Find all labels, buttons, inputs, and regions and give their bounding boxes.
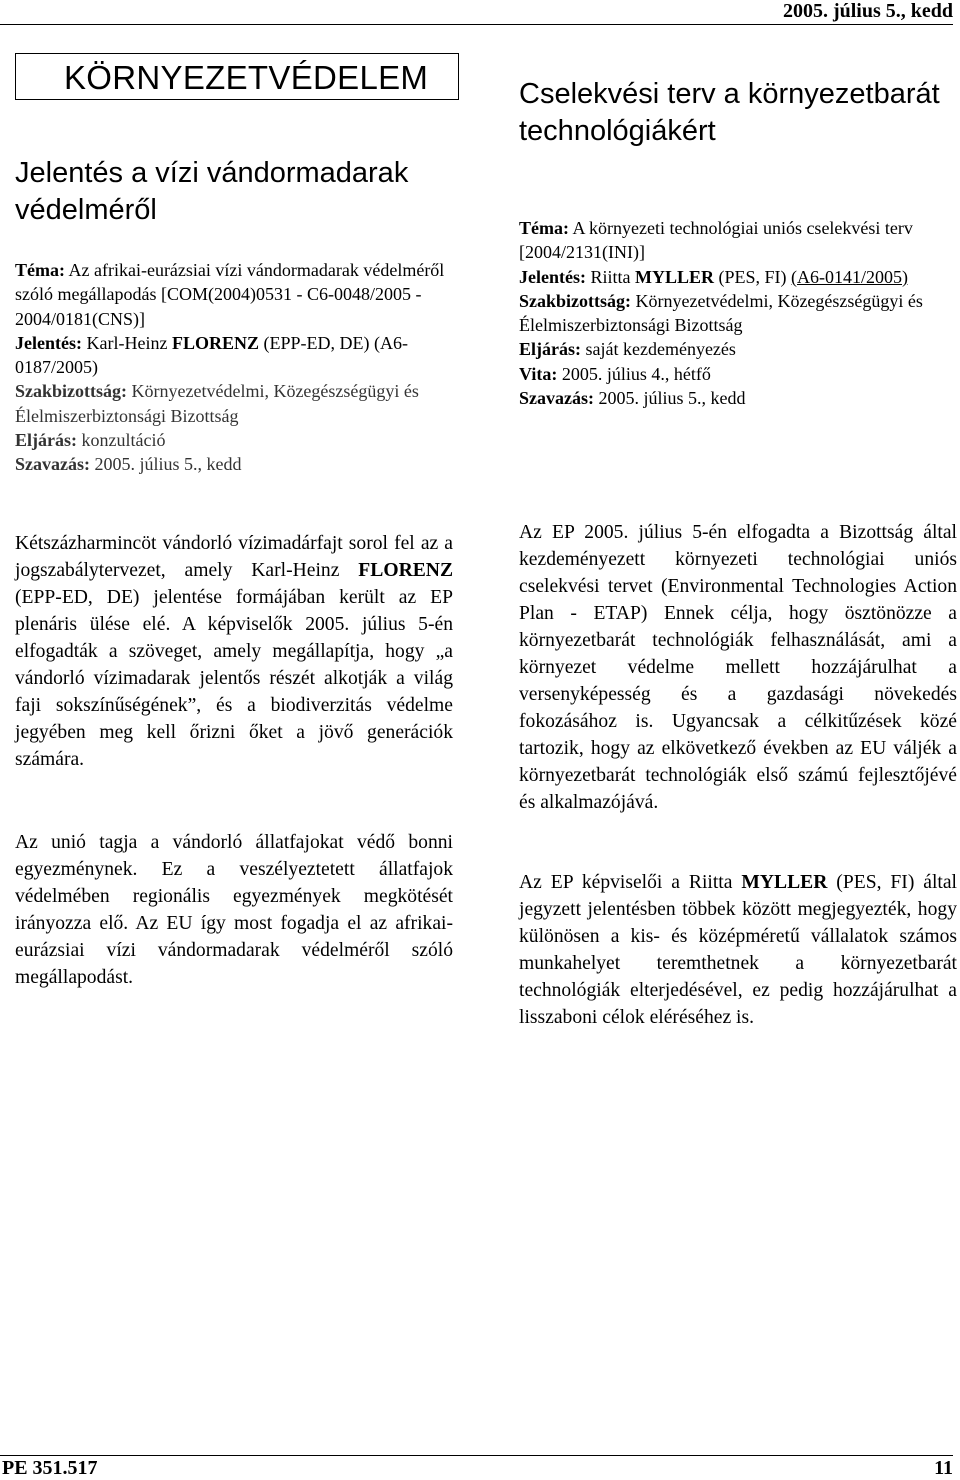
right-szak-value: Környezetvédelmi, Közegészségügyi és Élelmiszerbiztonsági Bizottság [519, 290, 923, 336]
right-szavazas [519, 386, 957, 410]
right-jelentes-label: Jelentés: [519, 266, 586, 287]
right-jelentes-pre: Riitta [590, 266, 631, 287]
header-date: 2005. július 5., kedd [0, 0, 953, 25]
right-szakbizottsag [519, 289, 957, 338]
left-tema-value: Az afrikai-eurázsiai vízi vándormadarak védelméről szóló megállapodás [COM(2004)0531 - C6-0048/2005 - 2004/0181(CNS)] [15, 260, 445, 329]
right-p2-name: MYLLER [741, 872, 828, 893]
left-jelentes [15, 331, 453, 380]
left-p1-a: Kétszázharmincöt vándorló vízimadárfajt sorol fel az a jogszabálytervezet, amely Karl-Heinz [15, 533, 453, 581]
left-p1-b: (EPP-ED, DE) jelentése formájában került az EP plenáris ülése elé. A képviselők 2005. július 5-én elfogadták a szöveget, amely megállapítja, hogy „a vándorló vízimadarak jelentős részét alkotják a világ faji sokszínűségének”, és a biodiverzitás védelme jegyében meg kell őrizni őket a jövő generációk számára. [15, 587, 453, 770]
left-meta [15, 258, 453, 477]
left-paragraph-2: Az unió tagja a vándorló állatfajokat védő bonni egyezménynek. Ez a veszélyeztetett állatfajok védelmében regionális egyezmények megkötését irányozza elő. Az EU így most fogadja el az afrikai-eurázsiai vízi vándormadarak védelméről szóló megállapodást. [15, 832, 453, 988]
left-jelentes-label: Jelentés: [15, 332, 82, 353]
right-tema-value: A környezeti technológiai uniós cselekvési terv [2004/2131(INI)] [519, 218, 913, 263]
right-szavazas-value: 2005. július 5., kedd [598, 388, 746, 409]
right-eljaras-label: Eljárás: [519, 339, 581, 360]
right-jelentes [519, 265, 957, 289]
page-number: 11 [934, 1457, 953, 1479]
right-szak-label: Szakbizottság: [519, 290, 631, 311]
right-paragraph-2 [519, 869, 957, 1031]
left-szak-value: Környezetvédelmi, Közegészségügyi és Élelmiszerbiztonsági Bizottság [15, 381, 419, 426]
right-tema [519, 216, 957, 265]
right-jelentes-code: (A6-0141/2005) [791, 266, 908, 287]
right-paragraph-1: Az EP 2005. július 5-én elfogadta a Bizottság által kezdeményezett környezeti technológiai uniós cselekvési tervet (Environmental Technologies Action Plan - ETAP) Ennek célja, hogy ösztönözze a környezetbarát technológiák felhasználását, ami a környezet védelme mellett hozzájárulhat a versenyképesség és a gazdasági növekedés fokozásához is. Ugyancsak a célkitűzések közé tartozik, hogy az elkövetkező években az EU váljék a környezetbarát technológiák első számú fejlesztőjévé és alkalmazójává. [519, 522, 957, 813]
left-tema [15, 258, 453, 331]
right-jelentes-name: MYLLER [634, 266, 714, 287]
footer [0, 1455, 953, 1480]
right-vita-label: Vita: [519, 363, 558, 384]
right-p2-b: (PES, FI) által jegyzett jelentésben többek között megjegyezték, hogy különösen a kis- és középméretű vállalatok számos munkahelyet teremthetnek a környezetbarát technológiák elterjedésével, ez pedig hozzájárulhat a lisszaboni célok eléréséhez is. [519, 872, 957, 1028]
left-article-title: Jelentés a vízi vándormadarak védelméről [15, 157, 409, 226]
right-eljaras [519, 337, 957, 361]
left-eljaras [15, 428, 453, 452]
right-tema-label: Téma: [519, 218, 569, 238]
footer-reference: PE 351.517 [2, 1457, 98, 1479]
section-title: KÖRNYEZETVÉDELEM [15, 53, 459, 100]
right-article-title: Cselekvési terv a környezetbarát technológiákért [519, 78, 940, 147]
left-szavazas [15, 452, 453, 476]
left-szavazas-value: 2005. július 5., kedd [94, 454, 242, 475]
left-jelentes-pre: Karl-Heinz [86, 332, 168, 353]
left-szak-label: Szakbizottság: [15, 381, 127, 402]
left-jelentes-post: (EPP-ED, DE) (A6-0187/2005) [15, 332, 408, 378]
left-eljaras-value: konzultáció [81, 430, 166, 451]
left-p1-name: FLORENZ [358, 560, 454, 581]
right-jelentes-mid: (PES, FI) [718, 266, 787, 287]
left-paragraph-1 [15, 530, 453, 773]
right-eljaras-value: saját kezdeményezés [585, 339, 736, 360]
left-jelentes-name: FLORENZ [171, 332, 259, 353]
right-vita [519, 362, 957, 386]
left-eljaras-label: Eljárás: [15, 430, 77, 451]
right-vita-value: 2005. július 4., hétfő [561, 363, 711, 384]
left-szavazas-label: Szavazás: [15, 454, 90, 475]
left-szakbizottsag [15, 379, 453, 428]
right-meta [519, 216, 957, 410]
right-p2-a: Az EP képviselői a Riitta [519, 872, 733, 893]
left-tema-label: Téma: [15, 260, 65, 280]
right-szavazas-label: Szavazás: [519, 388, 594, 409]
